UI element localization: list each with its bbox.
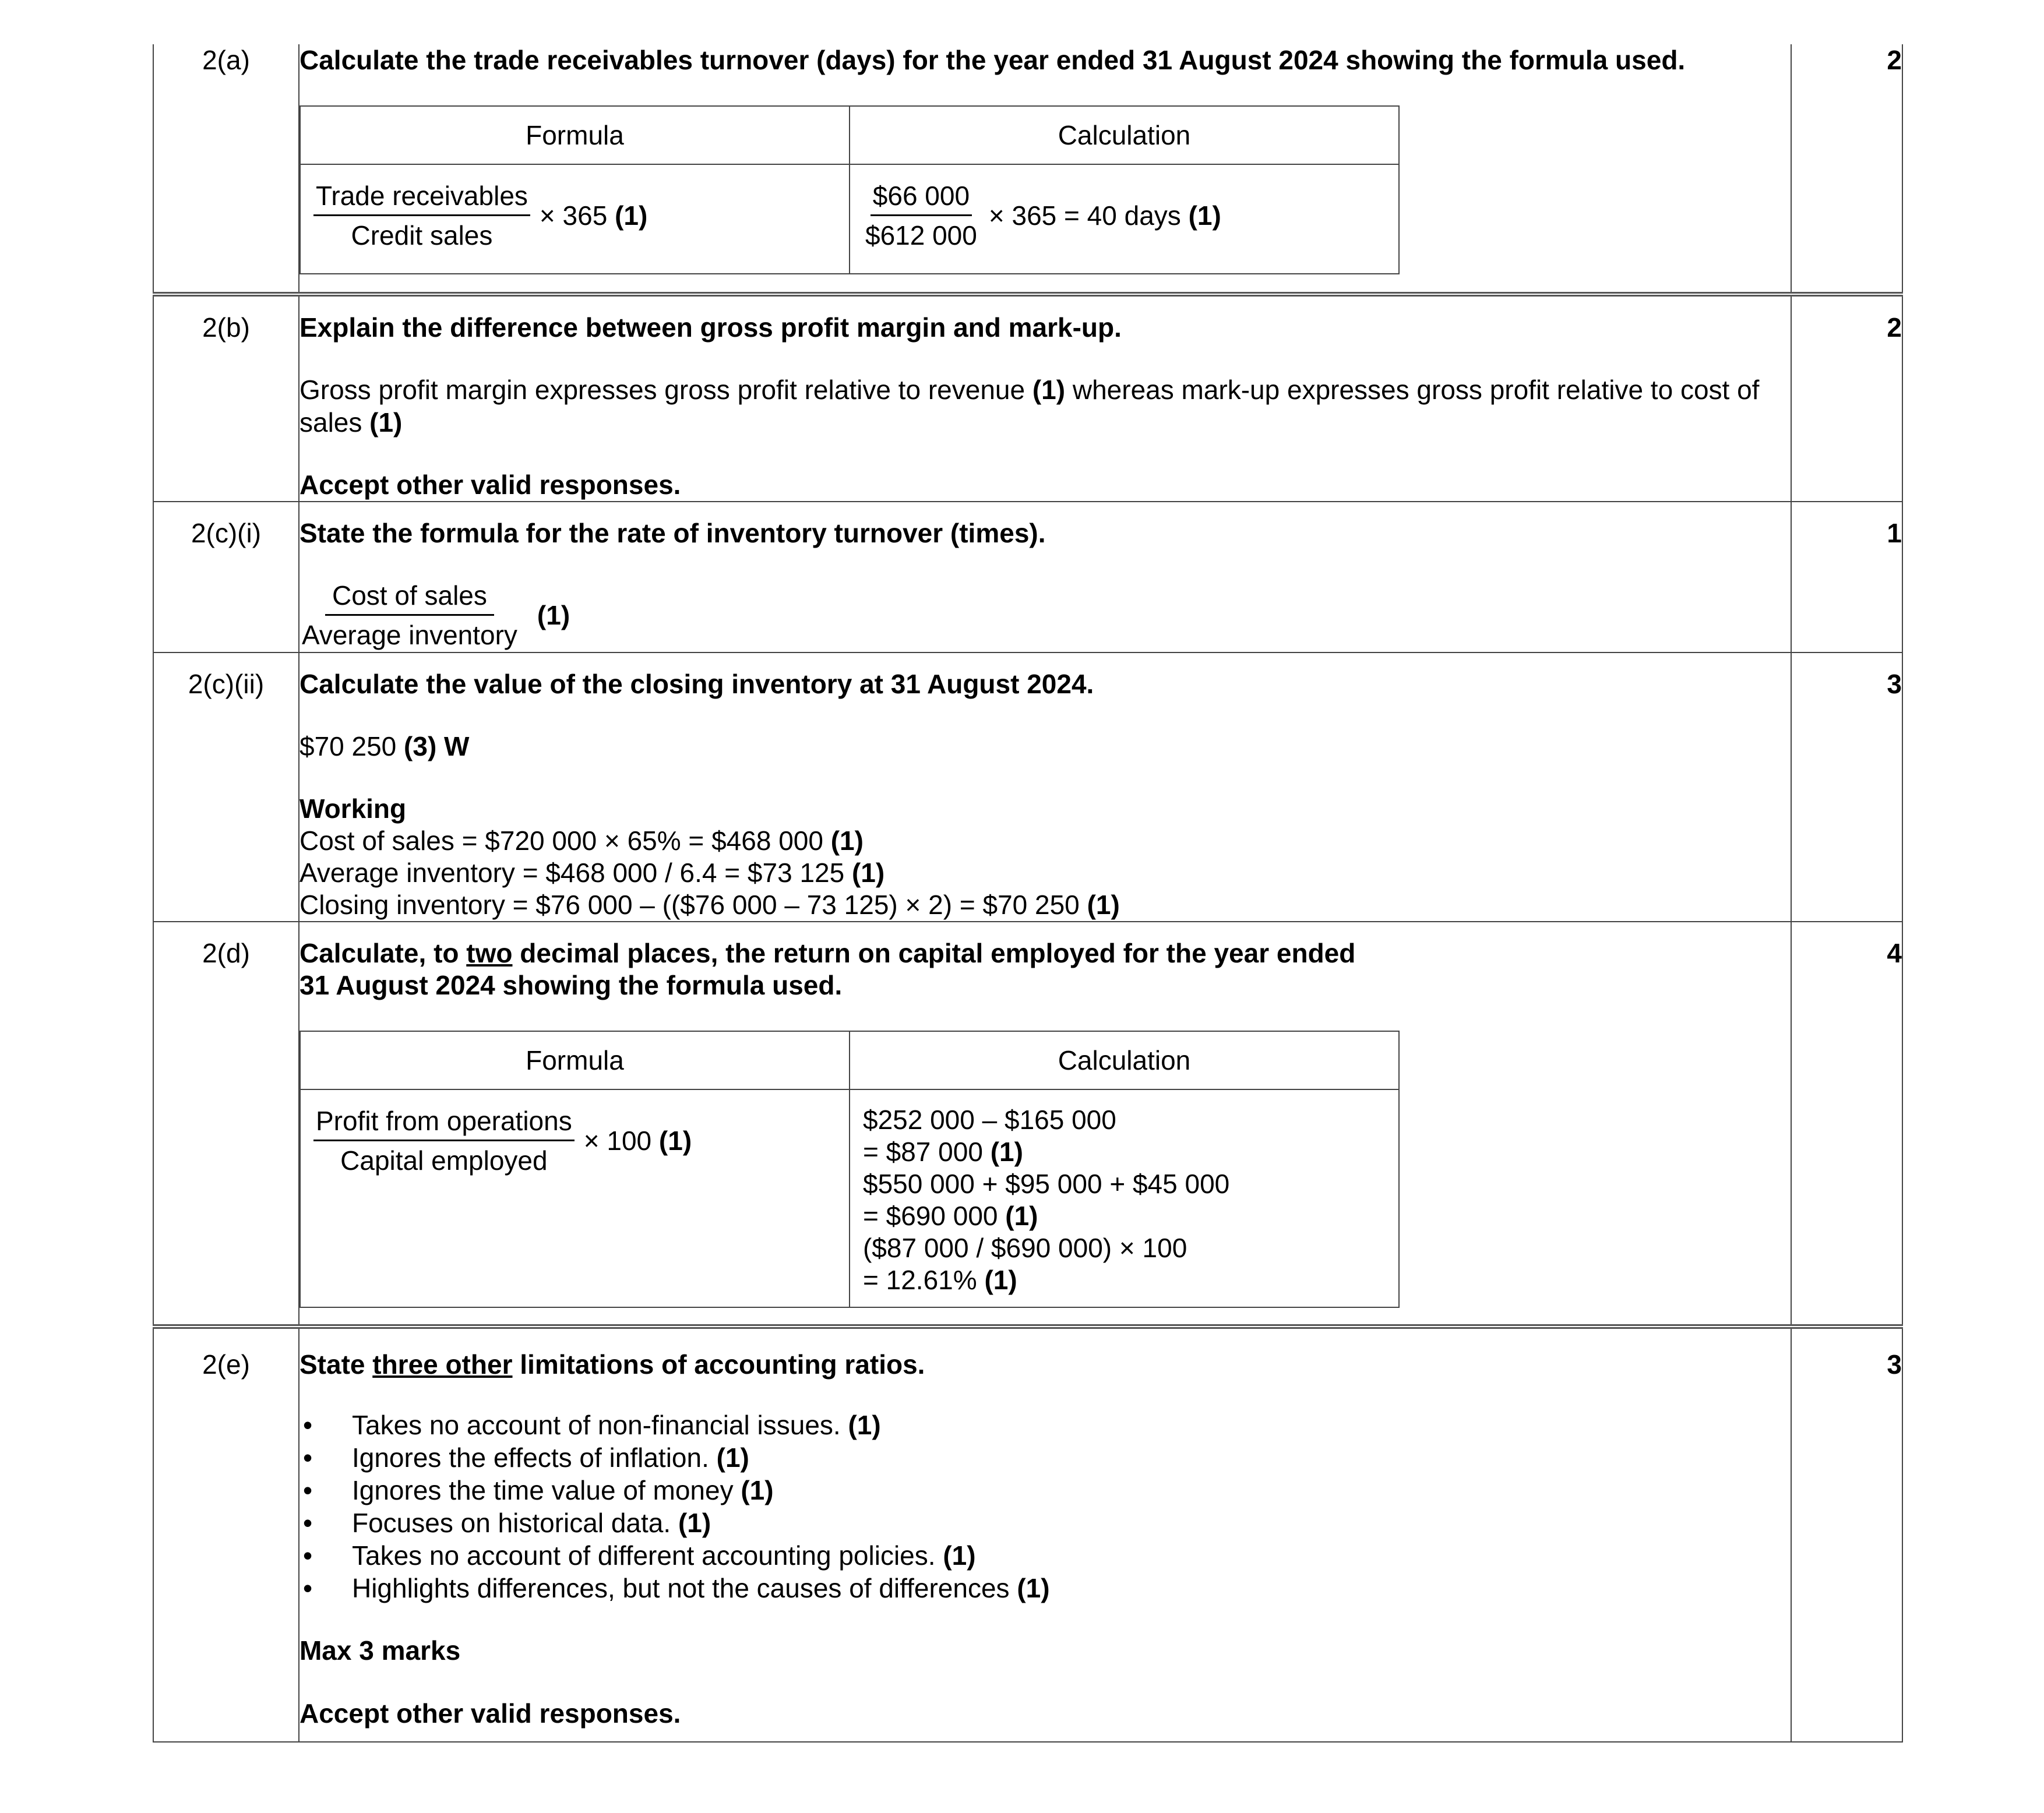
marks: 2	[1791, 294, 1902, 502]
calculation-header: Calculation	[850, 1031, 1399, 1089]
mark-award: (1)	[615, 200, 648, 231]
list-item: • Focuses on historical data. (1)	[299, 1507, 1791, 1539]
calc-line: = $690 000 (1)	[862, 1201, 1038, 1232]
formula-answer	[299, 580, 1791, 651]
question-text: Explain the difference between gross profit margin and mark-up.	[299, 312, 1122, 343]
question-text: State the formula for the rate of inventory turnover (times).	[299, 517, 1046, 548]
mark-award: (1)	[537, 600, 570, 631]
working-title: Working	[299, 793, 407, 824]
list-item: • Ignores the effects of inflation. (1)	[299, 1441, 1791, 1474]
calc-line: = $87 000 (1)	[862, 1137, 1023, 1167]
calc-line: = 12.61% (1)	[862, 1265, 1017, 1296]
fraction: $\frac{\text{Profit from operations}}{\text{Capital employed}}$	[313, 1105, 575, 1177]
max-marks-note: Max 3 marks	[299, 1635, 461, 1666]
formula-header: Formula	[300, 1031, 850, 1089]
row-2a	[153, 44, 1902, 294]
question-number: 2(c)(i)	[153, 502, 299, 652]
bullet-list	[299, 1409, 1791, 1604]
mark-scheme-table	[153, 44, 1903, 1743]
question-text: Calculate, to two decimal places, the return on capital employed for the year ended 31 August 2024 showing the formula used.	[299, 937, 1356, 1001]
question-text: State three other limitations of accounting ratios.	[299, 1349, 925, 1380]
mark-award: (1)	[1188, 200, 1221, 231]
question-text: Calculate the trade receivables turnover (days) for the year ended 31 August 2024 showing the formula used.	[299, 45, 1686, 75]
answer-text: Gross profit margin expresses gross profit relative to revenue (1) whereas mark-up expresses gross profit relative to cost of sales (1)	[299, 375, 1760, 438]
marks: 3	[1791, 1327, 1902, 1742]
list-item: • Takes no account of non-financial issues. (1)	[299, 1409, 1791, 1441]
question-text: Calculate the value of the closing inventory at 31 August 2024.	[299, 668, 1094, 699]
marks: 4	[1791, 922, 1902, 1327]
list-item: • Ignores the time value of money (1)	[299, 1474, 1791, 1507]
row-2b	[153, 294, 1902, 502]
row-2cii	[153, 652, 1902, 922]
question-number: 2(e)	[153, 1327, 299, 1742]
calculation-cell: $\frac{\$66 000}{\$612 000}$ × 365 = 40 days (1)	[850, 164, 1399, 274]
fraction: $\frac{\$66 000}{\$612 000}$	[865, 181, 977, 251]
row-2ci	[153, 502, 1902, 652]
mark-award: (1)	[658, 1126, 692, 1156]
list-item: • Highlights differences, but not the causes of differences (1)	[299, 1572, 1791, 1604]
row-2e	[153, 1327, 1902, 1742]
working-line: Closing inventory = $76 000 – (($76 000 – 73 125) × 2) = $70 250 (1)	[299, 889, 1120, 920]
fraction: $\frac{\text{Cost of sales}}{\text{Average inventory}}$	[301, 580, 517, 651]
calculation-cell	[850, 1089, 1399, 1307]
question-number: 2(a)	[153, 44, 299, 294]
marks: 3	[1791, 652, 1902, 922]
formula-calculation-table	[299, 105, 1400, 274]
formula-calculation-table	[299, 1031, 1400, 1308]
calculation-header: Calculation	[850, 106, 1399, 164]
fraction: $\frac{\text{Trade receivables}}{\text{Credit sales}}$	[313, 180, 530, 252]
answer-text: $70 250 (3) W	[299, 731, 470, 761]
marks: 2	[1791, 44, 1902, 294]
question-number: 2(d)	[153, 922, 299, 1327]
calc-line: $252 000 – $165 000	[862, 1105, 1116, 1135]
working	[299, 793, 1791, 921]
formula-header: Formula	[300, 106, 850, 164]
accept-note: Accept other valid responses.	[299, 1698, 681, 1729]
calc-line: ($87 000 / $690 000) × 100	[862, 1233, 1187, 1264]
list-item: • Takes no account of different accounting policies. (1)	[299, 1539, 1791, 1572]
calc-line: $550 000 + $95 000 + $45 000	[862, 1169, 1230, 1200]
marks: 1	[1791, 502, 1902, 652]
formula-cell: $\frac{\text{Profit from operations}}{\text{Capital employed}}$ × 100 (1)	[300, 1089, 850, 1307]
formula-cell: $\frac{\text{Trade receivables}}{\text{Credit sales}}$ × 365 (1)	[300, 164, 850, 274]
working-line: Average inventory = $468 000 / 6.4 = $73 125 (1)	[299, 857, 885, 888]
row-2d	[153, 922, 1902, 1327]
question-number: 2(b)	[153, 294, 299, 502]
accept-note: Accept other valid responses.	[299, 469, 681, 500]
working-line: Cost of sales = $720 000 × 65% = $468 000 (1)	[299, 825, 864, 856]
question-number: 2(c)(ii)	[153, 652, 299, 922]
